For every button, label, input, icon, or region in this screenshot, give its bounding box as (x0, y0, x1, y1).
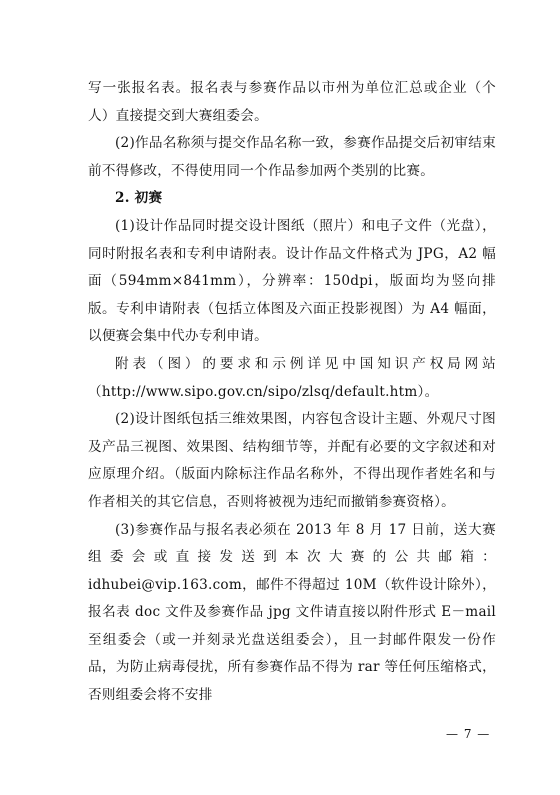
paragraph-7: (3)参赛作品与报名表必须在 2013 年 8 月 17 日前，送大赛组委会或直接发送到本次大赛的公共邮箱：idhubei@vip.163.com，邮件不得超过 10M（软件设计除外），报名表 doc 文件及参赛作品 jpg 文件请直接以附件形式 E－mail 至组委会（或一并刻录光盘送组委会），且一封邮件限发一份作品，为防止病毒侵扰，所有参赛作品不得为 rar 等任何压缩格式，否则组委会将不安排 (88, 521, 496, 704)
page-number: — 7 — (446, 727, 491, 741)
paragraph-6: (2)设计图纸包括三维效果图，内容包含设计主题、外观尺寸图及产品三视图、效果图、结构细节等，并配有必要的文字叙述和对应原理介绍。（版面内除标注作品名称外，不得出现作者姓名和与作者相关的其它信息，否则将被视为违纪而撤销参赛资格）。 (88, 411, 496, 510)
paragraph-4: (1)设计作品同时提交设计图纸（照片）和电子文件（光盘），同时附报名表和专利申请附表。设计作品文件格式为 JPG，A2 幅面（594mm×841mm），分辨率：150dpi，版面均为竖向排版。专利申请附表（包括立体图及六面正投影视图）为 A4 幅面，以便赛会集中代办专利申请。 (88, 217, 496, 345)
paragraph-1: 写一张报名表。报名表与参赛作品以市州为单位汇总或企业（个人）直接提交到大赛组委会。 (88, 80, 496, 124)
paragraph-5: 附表（图）的要求和示例详见中国知识产权局网站（http://www.sipo.gov.cn/sipo/zlsq/default.htm）。 (88, 355, 496, 400)
paragraph-2: (2)作品名称须与提交作品名称一致，参赛作品提交后初审结束前不得修改，不得使用同一个作品参加两个类别的比赛。 (88, 135, 496, 179)
document-body (88, 75, 496, 710)
section-heading-preliminary: 2. 初赛 (115, 190, 163, 207)
